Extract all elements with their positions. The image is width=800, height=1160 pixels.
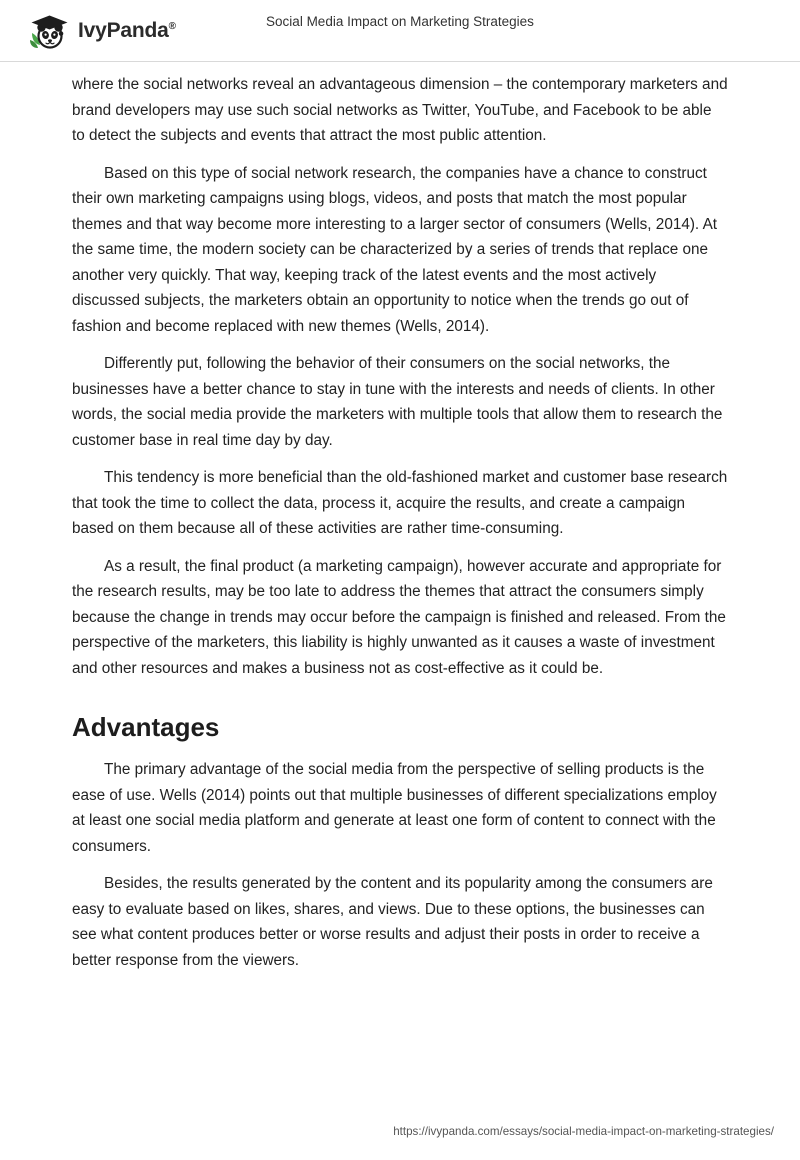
header-divider xyxy=(0,61,800,62)
page-title: Social Media Impact on Marketing Strategies xyxy=(266,14,534,29)
paragraph: Differently put, following the behavior of their consumers on the social networks, the businesses have a better chance to stay in tune with the interests and needs of clients. In other words, the social media provide the marketers with multiple tools that allow them to research the customer base in real time day by day. xyxy=(72,355,723,449)
registered-mark: ® xyxy=(168,21,176,32)
source-url-link[interactable]: https://ivypanda.com/essays/social-media-impact-on-marketing-strategies/ xyxy=(393,1125,774,1138)
brand-logo-link[interactable] xyxy=(28,11,176,51)
paragraph: Based on this type of social network research, the companies have a chance to construct their own marketing campaigns using blogs, videos, and posts that match the most popular themes and that way become more interesting to a larger sector of consumers (Wells, 2014). At the same time, the modern society can be characterized by a series of trends that replace one another very quickly. That way, keeping track of the latest events and the most actively discussed subjects, the marketers obtain an opportunity to notice when the trends go out of fashion and become replaced with new themes (Wells, 2014). xyxy=(72,164,718,335)
brand-name-text: IvyPanda xyxy=(78,19,169,42)
paragraph: The primary advantage of the social media from the perspective of selling products is the ease of use. Wells (2014) points out that multiple businesses of different specializations employ at least one social media platform and generate at least one form of content to connect with the consumers. xyxy=(72,761,717,855)
document-body xyxy=(72,72,728,973)
page-header xyxy=(0,0,800,62)
paragraph: As a result, the final product (a marketing campaign), however accurate and appropriate for the research results, may be too late to address the themes that attract the consumers simply because the change in trends may occur before the campaign is finished and released. From the perspective of the marketers, this liability is highly unwanted as it causes a waste of investment and other resources and makes a business not as cost-effective as it could be. xyxy=(72,557,726,677)
paragraph: This tendency is more beneficial than the old-fashioned market and customer base research that took the time to collect the data, process it, acquire the results, and create a campaign based on them because all of these activities are rather time-consuming. xyxy=(72,469,728,537)
paragraph: where the social networks reveal an advantageous dimension – the contemporary marketers and brand developers may use such social networks as Twitter, YouTube, and Facebook to be able to detect the subjects and events that attract the most public attention. xyxy=(72,76,728,144)
section-heading-advantages: Advantages xyxy=(72,712,220,742)
graduation-cap-panda-logo-icon xyxy=(28,11,70,51)
paragraph: Besides, the results generated by the content and its popularity among the consumers are easy to evaluate based on likes, shares, and views. Due to these options, the businesses can see what content produces better or worse results and adjust their posts in order to receive a better response from the viewers. xyxy=(72,875,713,969)
brand-name xyxy=(78,19,176,43)
page-footer xyxy=(0,1125,800,1138)
